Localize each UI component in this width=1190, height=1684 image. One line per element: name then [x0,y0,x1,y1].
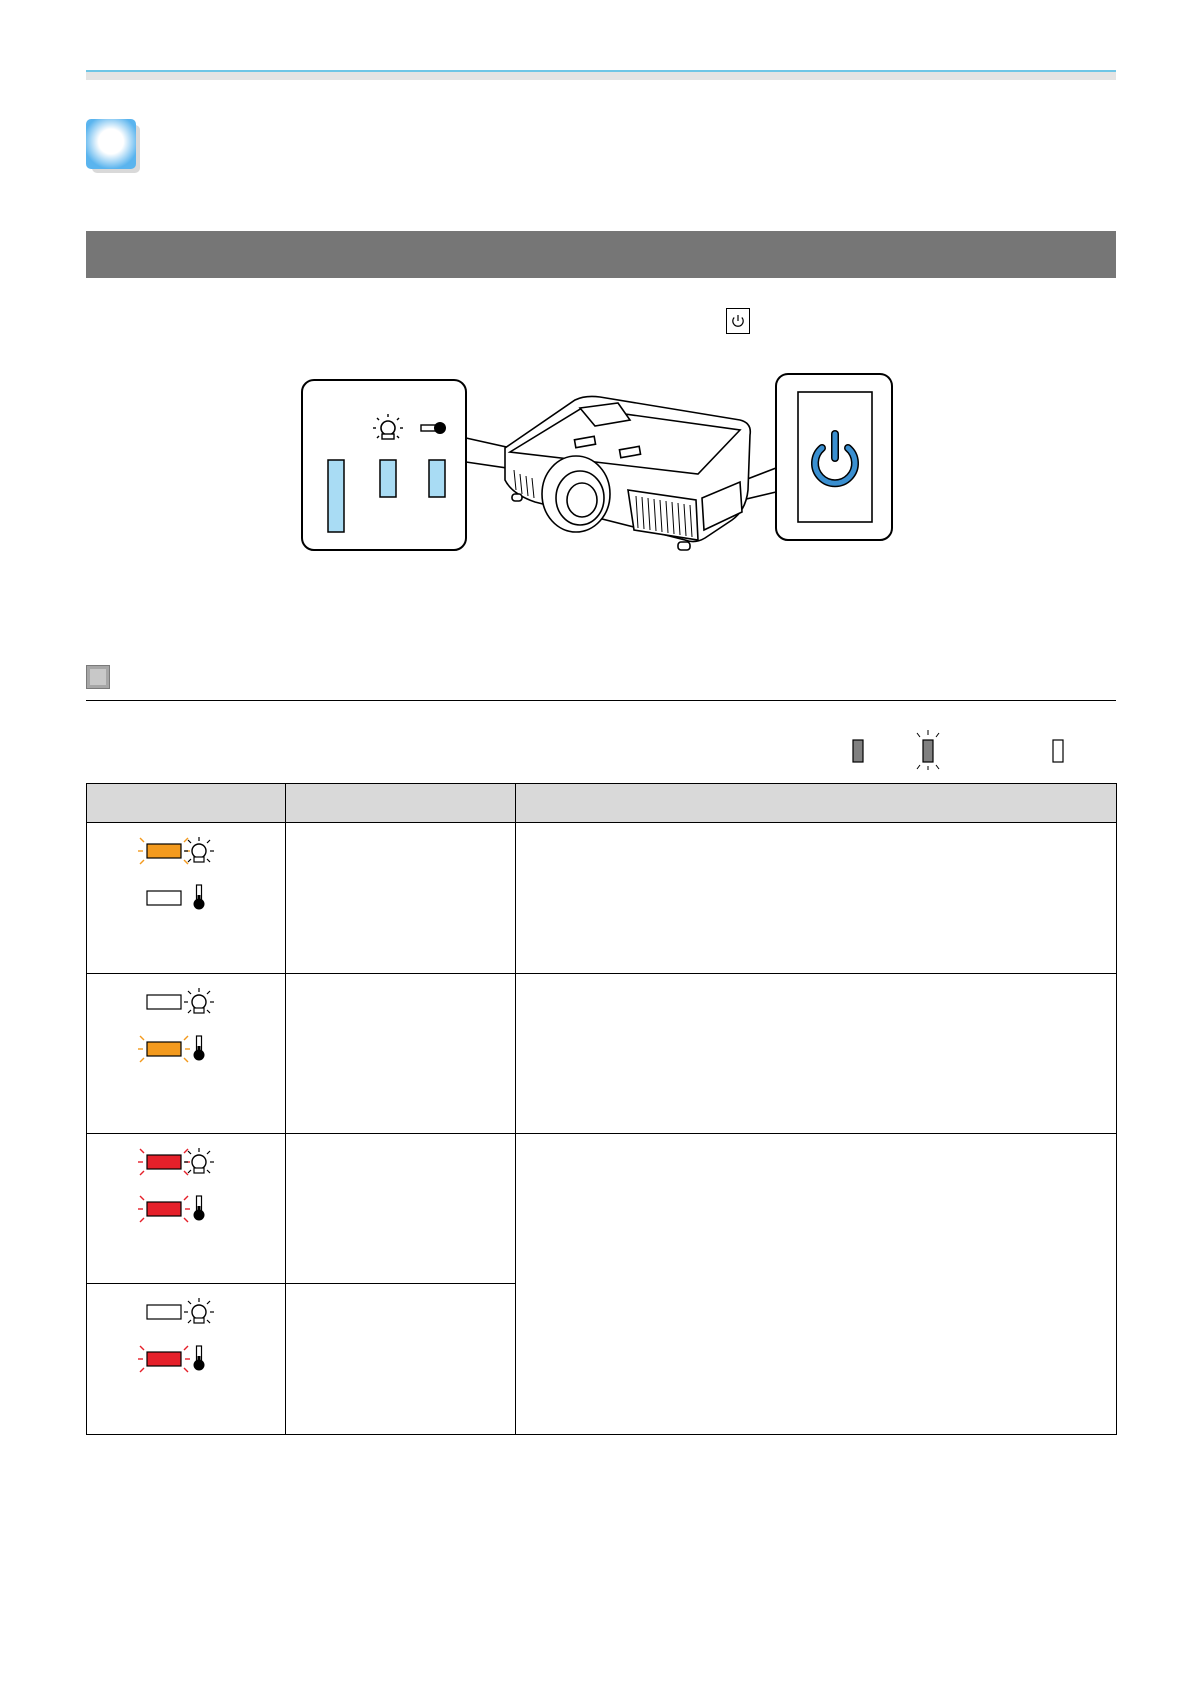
remedy-cell [516,823,1117,974]
lamp-indicator-light [147,1305,181,1319]
lamp-indicator-light [380,460,396,497]
lamp-indicator-light [147,995,181,1009]
table-row [87,1134,1117,1284]
indicator-off-icon [1053,740,1063,762]
thermometer-icon [194,1196,205,1221]
table-row [87,823,1117,974]
power-indicator-light [328,460,344,532]
lamp-icon [184,988,214,1013]
projector-figure [300,370,900,574]
section-heading-bar [86,231,1116,278]
projector-drawing [505,396,750,550]
indicator-legend [845,730,1095,770]
indicator-cell [87,1134,286,1284]
indicator-cell [87,823,286,974]
lamp-icon [184,837,214,862]
thermometer-icon [194,1346,205,1371]
temp-indicator-light [138,1036,190,1062]
status-cell [286,1134,516,1284]
lamp-icon [184,1298,214,1323]
indicator-flashing-icon [917,730,939,770]
chapter-icon [86,119,140,173]
indicator-callout [302,380,466,550]
indicator-lit-icon [853,740,863,762]
lamp-icon [184,1148,214,1173]
table-header-row [87,784,1117,823]
power-button-callout [776,374,892,540]
lamp-indicator-light [138,1149,190,1175]
indicator-cell [87,1284,286,1435]
status-cell [286,1284,516,1435]
table-row [87,974,1117,1134]
remedy-cell [516,974,1117,1134]
header-status-col [286,784,516,823]
indicator-cell [87,974,286,1134]
subsection-rule [86,700,1116,701]
temp-indicator-light [429,460,445,497]
status-cell [286,974,516,1134]
temp-indicator-light [147,891,181,905]
thermometer-icon [194,1036,205,1061]
remedy-cell [516,1134,1117,1435]
indicator-status-table [86,783,1117,1435]
header-rule [86,70,1116,80]
header-indicator-col [87,784,286,823]
temp-indicator-light [138,1196,190,1222]
status-cell [286,823,516,974]
subsection-icon [86,665,110,689]
lamp-indicator-light [138,838,190,864]
header-remedy-col [516,784,1117,823]
thermometer-icon [194,885,205,910]
power-button-icon [726,308,750,334]
temp-indicator-light [138,1346,190,1372]
